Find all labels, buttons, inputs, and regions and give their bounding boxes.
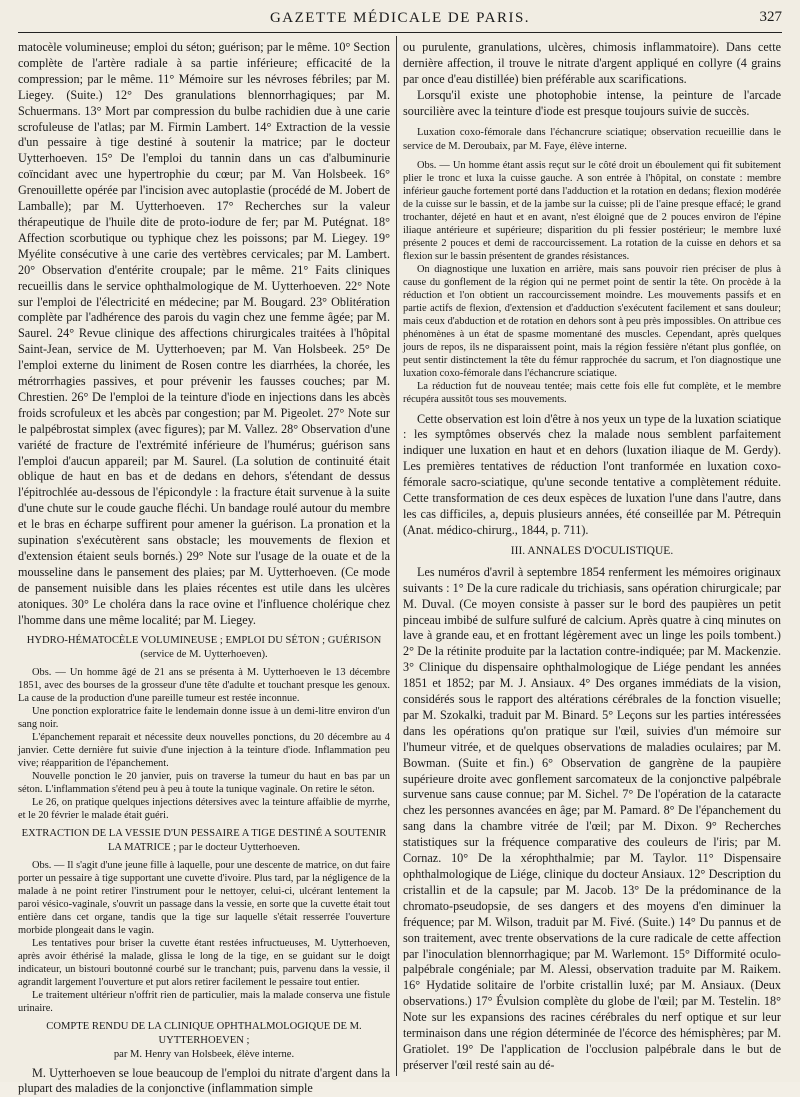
observation-paragraph: Obs. — Il s'agit d'une jeune fille à laquelle, pour une descente de matrice, on dut faire porter un pessaire à tige supportant une cuvette d'ivoire. Plus tard, par la négligence de la malade à ne point retirer l'instrument pour le nettoyer, celui-ci, ulcérant lentement la paroi vésico-vaginale, s'ouvrit un passage dans la vessie, en sorte que la cuvette était tout entière dans cet organe, tandis que la tige sur laquelle s'était resserrée l'ouverture morbide plongeait dans le vagin.	[18, 859, 390, 936]
header-title: GAZETTE MÉDICALE DE PARIS.	[269, 10, 531, 26]
right-column	[403, 40, 781, 1076]
paragraph: Cette observation est loin d'être à nos yeux un type de la luxation sciatique : les symptômes observés chez la malade nous semblent parfaitement indiquer une luxation en haut et en dehors (luxation iliaque de M. Gerdy). Les premières tentatives de réduction l'ont tranformée en luxation coxo-fémorale sacro-sciatique, qu'une seconde tentative a complètement réduite. Cette transformation de ces deux espèces de luxation l'une dans l'autre, dans les cas difficiles, a, depuis plusieurs années, été conseillée par M. Pétrequin (Anat. médico-chirurg., 1844, p. 711).	[403, 411, 782, 537]
paragraph: matocèle volumineuse; emploi du séton; guérison; par le même. 10° Section complète de l'artère radiale à sa partie inférieure; efficacité de la compression; par le même. 11° Mémoire sur les névroses fébriles; par M. Liegey. (Suite.) 12° Des granulations blennorrhagiques; par M. Schuermans. 13° Mort par compression du bulbe rachidien due à une carie scrofuleuse de l'atlas; par M. Firmin Lambert. 14° Extraction de la vessie d'un pessaire à tige destiné à soutenir la matrice; par le docteur Uytterhoeven. 15° De l'emploi du tannin dans un cas d'albuminurie coïncidant avec une hypertrophie du cœur; par M. Van Holsbeek. 16° Grenouillette opérée par l'incision avec autoplastie (procédé de M. Jobert de Lamballe); par M. Uytterhoeven. 17° Recherches sur la valeur thérapeutique de l'huile dite de proto-iodure de fer; par M. Putégnat. 18° Affection scorbutique ou typhique chez les poissons; par M. Liegey. 19° Myélite consécutive à une carie des vertèbres cervicales; par M. Lambert. 20° Observation d'entérite croupale; par le même. 21° Faits cliniques recueillis dans le service ophthalmologique de M. Uytterhoeven. 22° Note sur l'emploi de l'électricité en médecine; par M. Bougard. 23° Oblitération complète par l'adhérence des parois du vagin chez une femme âgée; par M. Saurel. 24° Revue clinique des affections chirurgicales traitées à l'hôpital Saint-Jean, service de M. Uytterhoeven; par M. Van Holsbeek. 25° De l'emploi externe du liniment de Rosen contre les diarrhées, la chorée, les métrorrhagies passives, et pour prévenir les fausses couches; par M. Chrestien. 26° De l'emploi de la teinture d'iode en injections dans les abcès froids scrofuleux et les abcès par congestion; par M. Pigeolet. 27° Note sur le palpébrostat simplex (avec figures); par M. Vallez. 28° Observation d'une variété de fracture de l'extrémité inférieure de l'humérus; guérison sans l'emploi d'aucun appareil; par M. Saurel. (La solution de continuité était oblique de haut en bas et de dedans en dehors, s'étendant de dessus l'épitrochlée au-dessous de l'épicondyle : la fracture était survenue à la suite d'une chute sur le coude gauche fléchi. Un bandage roulé autour du membre et le bras en écharpe suffirent pour amener la guérison. La pronation et la supination s'exécutèrent sans obstacle; les mouvements de flexion et d'extension étaient seuls bornés.) 29° Note sur l'usage de la ouate et de la mousseline dans le pansement des plaies; par M. Uytterhoeven. (Ce mode de pansement nuisible dans les plaies récentes est utile dans les ulcères atoniques. 30° Le choléra dans la race ovine et l'influence cholérique chez l'homme dans une même localité; par M. Liegey.	[18, 40, 390, 627]
page-number: 327	[759, 9, 782, 25]
paragraph: ou purulente, granulations, ulcères, chimosis inflammatoire). Dans cette dernière affection, il trouve le nitrate d'argent appliqué en collyre (4 grains par once d'eau distillée) bien préférable aux scarifications.	[403, 40, 781, 86]
observation-paragraph: Les tentatives pour briser la cuvette étant restées infructueuses, M. Uytterhoeven, après avoir éthérisé la malade, glissa le long de la tige, en se guidant sur le doigt indicateur, un bistouri boutonné courbé sur le tranchant; puis, parvenu dans la vessie, il agrandit largement l'ouverture et put alors retirer facilement le pessaire tout entier.	[18, 937, 390, 988]
section-lead: Luxation coxo-fémorale dans l'échancrure sciatique; observation recueillie dans le service de M. Deroubaix, par M. Faye, élève interne.	[403, 126, 781, 152]
observation-paragraph: On diagnostique une luxation en arrière, mais sans pouvoir rien préciser de plus à cause du gonflement de la région qui ne permet point de sentir la tête. On procède à la réduction et l'on obtient un raccourcissement moindre. Les mouvements passifs et en partie actifs de flexion, d'extension et d'adduction s'exécutent facilement et sans douleur; mais ceux d'abduction et de rotation en dehors sont à peu près impossibles. On attribue ces phénomènes à un état de spasme momentané des muscles. Cependant, après quelques jours de repos, ils ne disparaissent point, mais la région fessière n'étant plus gonflée, on peut sentir distinctement la tête du fémur rapprochée du sacrum, et l'on diagnostique une luxation coxo-fémorale dans l'échancrure sciatique.	[403, 263, 781, 379]
observation-paragraph: La réduction fut de nouveau tentée; mais cette fois elle fut complète, et le membre récupéra aussitôt tous ses mouvements.	[403, 380, 781, 405]
section-title: HYDRO-HÉMATOCÈLE VOLUMINEUSE ; EMPLOI DU SÉTON ; GUÉRISON	[26, 634, 382, 646]
paragraph: Les numéros d'avril à septembre 1854 renferment les mémoires originaux suivants : 1° De la cure radicale du trichiasis, sans opération chirurgicale; par M. Duval. (Ce moyen consiste à passer sur le bord des paupières un petit pinceau imbibé de sulfure sulfuré de calcium. Après quatre à cinq minutes on lave à grande eau, et en frottant légèrement avec un linge les poils tombent.) 2° De la rétinite produite par la lactation contre-indiquée; par M. Mackenzie. 3° Clinique du dispensaire ophthalmologique de Liége pendant les années 1851 et 1852; par M. J. Ansiaux. 4° Des organes immédiats de la vision, considérés sous le rapport des altérations cérébrales de la fonction visuelle; par M. Szokalki, traduit par M. Binard. 5° Leçons sur les parties intéressées dans les opérations qu'on pratique sur l'œil, suivies d'un mémoire sur l'humeur vitrée, et de quelques observations de maladies oculaires; par M. Bowman. (Suite et fin.) 6° Observation de gangrène de la paupière supérieure droite avec gonflement sarcomateux de la conjonctive palpébrale survenue sans cause connue; par M. Sichel. 7° De l'opération de la cataracte chez les personnes avancées en âge; par M. Pamard. 8° De l'épanchement du sang dans la chambre vitrée de l'œil; par M. Dixon. 9° Recherches statistiques sur la fréquence comparative des couleurs de l'iris; par M. Cornaz. 10° De la xérophthalmie; par M. Taylor. 11° Dispensaire ophthalmologique de Liége, clinique du docteur Ansiaux. 12° Description du cristallin et de la capsule; par M. Jacob. 13° De la prédominance de la chromato-pseudopsie, de ses dangers et des moyens d'en diminuer la fréquence; par M. Wilson, traduit par M. Fivé. (Suite.) 14° Du pannus et de son traitement, avec trente observations de la cure radicale de cette affection par l'inoculation blennorrhagique; par M. Warlemont. 15° Difformité oculo-palpébrale congéniale; par M. Alessi, observation traduite par M. Raikem. 16° Hydatide solitaire de l'orbite cristallin luxé; par M. Ansiaux. (Deux observations.) 17° Évulsion complète du globe de l'œil; par M. Testelin. 18° Note sur les expansions des racines cérébrales du nerf optique et sur leur terminaison dans une région déterminée de l'écorce des hémisphères; par M. Gratiolet. 19° De l'application de l'occlusion palpébrale dans le but de préserver l'œil resté sain au dé-	[403, 564, 781, 1072]
observation-paragraph: Obs. — Un homme étant assis reçut sur le côté droit un éboulement qui fit subitement plier le tronc et luxa la cuisse gauche. A son entrée à l'hôpital, on constate : membre inférieur gauche fortement porté dans l'adduction et la rotation en dedans; flexion modérée de la cuisse sur le bassin, et de la jambe sur la cuisse; pli de l'aine presque effacé; le grand trochanter, déjeté en haut et en avant, n'est éloigné que de 2 pouces environ de l'épine iliaque antérieure et supérieure; disparition du pli fessier postérieur; le membre luxé présente 2 pouces et demi de raccourcissement. La rotation de la cuisse en dehors et sa flexion sur le bassin présentent de grandes résistances.	[403, 159, 781, 262]
section-subtitle: (service de M. Uytterhoeven).	[140, 648, 268, 660]
observation-paragraph: L'épanchement reparait et nécessite deux nouvelles ponctions, du 20 décembre au 4 janvier. Cette dernière fut suivie d'une injection à la teinture d'iode. Inflammation peu vive; réapparition de l'épanchement.	[18, 731, 390, 769]
left-column	[18, 40, 390, 1096]
observation-paragraph: Obs. — Un homme âgé de 21 ans se présenta à M. Uytterhoeven le 13 décembre 1851, avec des bourses de la grosseur d'une tête d'adulte et touchant presque les genoux. La cause de la production d'une pareille tumeur est restée inconnue.	[18, 666, 390, 704]
observation-paragraph: Le 26, on pratique quelques injections détersives avec la teinture affaiblie de myrrhe, et le 20 février le malade était guéri.	[18, 796, 390, 821]
observation-paragraph: Le traitement ultérieur n'offrit rien de particulier, mais la malade conserva une fistule urinaire.	[18, 989, 390, 1014]
section-title: EXTRACTION DE LA VESSIE D'UN PESSAIRE A TIGE DESTINÉ A SOUTENIR LA MATRICE ; par le docteur Uytterhoeven.	[21, 827, 387, 853]
section-title: COMPTE RENDU DE LA CLINIQUE OPHTHALMOLOGIQUE DE M. UYTTERHOEVEN ;	[46, 1020, 362, 1046]
section-subtitle: par M. Henry van Holsbeek, élève interne.	[113, 1048, 295, 1060]
section-heading	[18, 634, 390, 662]
page-header	[18, 6, 782, 33]
observation-paragraph: Une ponction exploratrice faite le lendemain donne issue à un demi-litre environ d'un sang noir.	[18, 705, 390, 730]
section-heading: III. ANNALES D'OCULISTIQUE.	[510, 544, 674, 557]
paragraph: Lorsqu'il existe une photophobie intense, la peinture de l'arcade sourcilière avec la teinture d'iode est presque toujours suivie de succès.	[403, 87, 781, 118]
paragraph: M. Uytterhoeven se loue beaucoup de l'emploi du nitrate d'argent dans la plupart des maladies de la conjonctive (inflammation simple	[18, 1065, 390, 1096]
column-divider	[396, 36, 397, 1076]
section-heading	[18, 1020, 390, 1062]
section-heading	[18, 827, 390, 855]
observation-paragraph: Nouvelle ponction le 20 janvier, puis on traverse la tumeur du haut en bas par un séton. L'inflammation s'étend peu à peu à toute la tunique vaginale. On retire le séton.	[18, 770, 390, 795]
